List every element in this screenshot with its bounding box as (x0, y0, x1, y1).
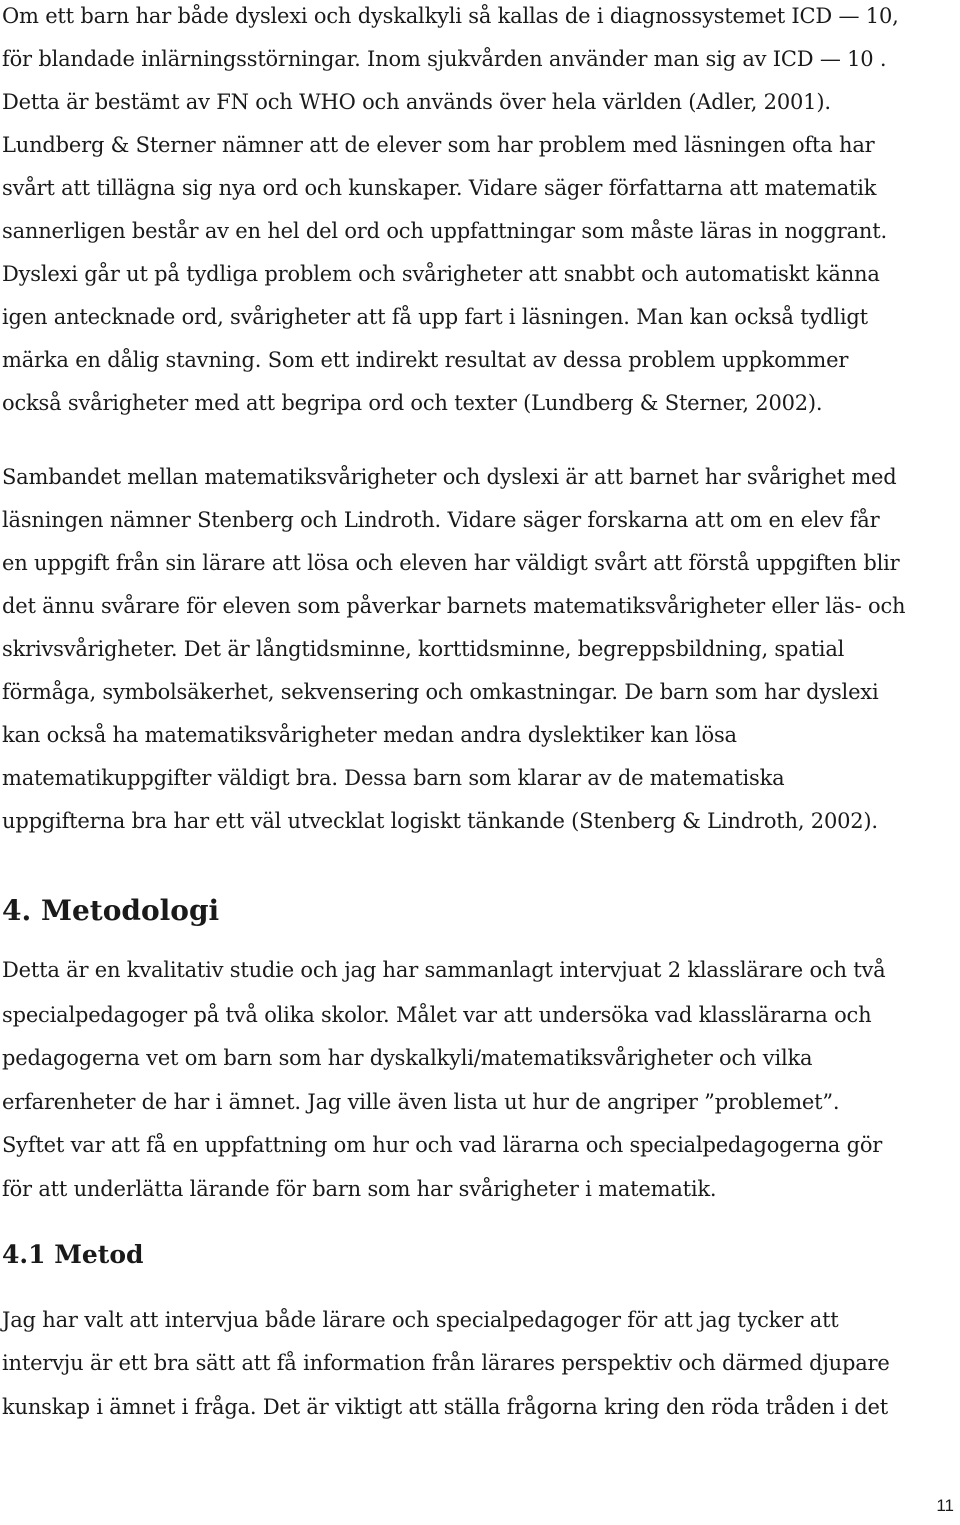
page-number: 11 (936, 1496, 954, 1515)
text-line: Lundberg & Sterner nämner att de elever som har problem med läsningen ofta har (2, 133, 875, 157)
text-line: läsningen nämner Stenberg och Lindroth. Vidare säger forskarna att om en elev får (2, 508, 880, 532)
text-line: svårt att tillägna sig nya ord och kunskaper. Vidare säger författarna att matematik (2, 176, 877, 200)
text-line: skrivsvårigheter. Det är långtidsminne, korttidsminne, begreppsbildning, spatial (2, 637, 845, 661)
text-line: en uppgift från sin lärare att lösa och eleven har väldigt svårt att förstå uppgiften blir (2, 551, 900, 575)
text-line: intervju är ett bra sätt att få information från lärares perspektiv och därmed djupare (2, 1351, 890, 1375)
text-line: kunskap i ämnet i fråga. Det är viktigt att ställa frågorna kring den röda tråden i det (2, 1395, 888, 1419)
text-line: Om ett barn har både dyslexi och dyskalkyli så kallas de i diagnossystemet ICD — 10, (2, 4, 899, 28)
text-line: uppgifterna bra har ett väl utvecklat logiskt tänkande (Stenberg & Lindroth, 2002). (2, 809, 878, 833)
text-line: matematikuppgifter väldigt bra. Dessa barn som klarar av de matematiska (2, 766, 785, 790)
text-line: specialpedagoger på två olika skolor. Målet var att undersöka vad klasslärarna och (2, 1003, 872, 1027)
text-line: Sambandet mellan matematiksvårigheter och dyslexi är att barnet har svårighet med (2, 465, 897, 489)
text-line: förmåga, symbolsäkerhet, sekvensering och omkastningar. De barn som har dyslexi (2, 680, 879, 704)
text-line: märka en dålig stavning. Som ett indirekt resultat av dessa problem uppkommer (2, 348, 849, 372)
text-line: för blandade inlärningsstörningar. Inom sjukvården använder man sig av ICD — 10 . (2, 47, 887, 71)
text-line: Detta är bestämt av FN och WHO och används över hela världen (Adler, 2001). (2, 90, 831, 114)
text-line: Detta är en kvalitativ studie och jag har sammanlagt intervjuat 2 klasslärare och två (2, 958, 886, 982)
text-line: sannerligen består av en hel del ord och uppfattningar som måste läras in noggrant. (2, 219, 887, 243)
text-line: för att underlätta lärande för barn som har svårigheter i matematik. (2, 1177, 717, 1201)
text-line: också svårigheter med att begripa ord och texter (Lundberg & Sterner, 2002). (2, 391, 823, 415)
text-line: igen antecknade ord, svårigheter att få upp fart i läsningen. Man kan också tydligt (2, 305, 868, 329)
text-line: det ännu svårare för eleven som påverkar barnets matematiksvårigheter eller läs- och (2, 594, 906, 618)
text-line: kan också ha matematiksvårigheter medan andra dyslektiker kan lösa (2, 723, 737, 747)
text-line: erfarenheter de har i ämnet. Jag ville även lista ut hur de angriper ”problemet”. (2, 1090, 840, 1114)
text-line: Jag har valt att intervjua både lärare och specialpedagoger för att jag tycker att (2, 1308, 839, 1332)
text-line: pedagogerna vet om barn som har dyskalkyli/matematiksvårigheter och vilka (2, 1046, 813, 1070)
text-line: Syftet var att få en uppfattning om hur och vad lärarna och specialpedagogerna gör (2, 1133, 883, 1157)
subsection-heading-metod: 4.1 Metod (2, 1240, 144, 1269)
section-heading-metodologi: 4. Metodologi (2, 894, 220, 927)
text-line: Dyslexi går ut på tydliga problem och svårigheter att snabbt och automatiskt känna (2, 262, 880, 286)
